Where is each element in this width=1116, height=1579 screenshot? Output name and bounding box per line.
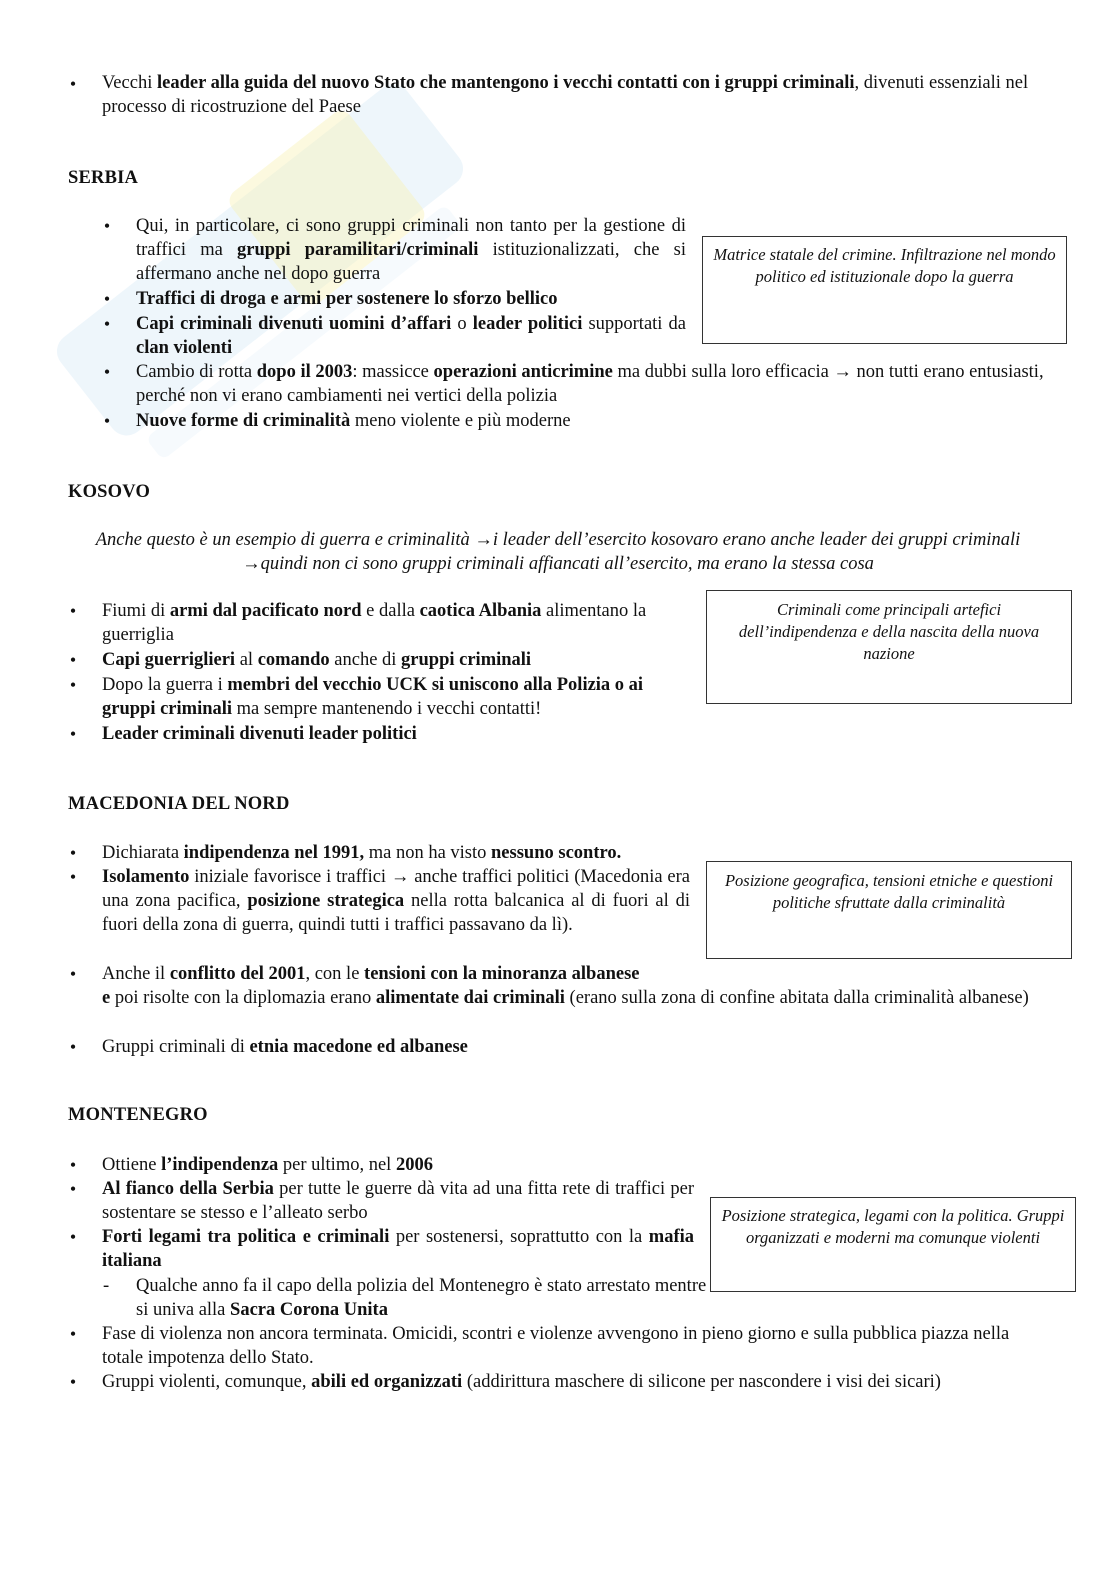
montenegro-bullet-3: Forti legami tra politica e criminali per sostenersi, soprattutto con la mafia italiana — [102, 1227, 694, 1271]
arrow-right-icon: → — [833, 362, 852, 382]
montenegro-bullet-5: Gruppi violenti, comunque, abili ed organizzati (addirittura maschere di silicone per nascondere i visi dei sicari) — [102, 1372, 941, 1392]
montenegro-side-box: Posizione strategica, legami con la politica. Gruppi organizzati e moderni ma comunque violenti — [710, 1197, 1076, 1292]
montenegro-bullet-1: Ottiene l’indipendenza per ultimo, nel 2006 — [102, 1155, 433, 1175]
bullet-dot — [62, 841, 84, 866]
kosovo-bullet-1: Fiumi di armi dal pacificato nord e dalla caotica Albania alimentano la guerriglia — [102, 601, 647, 645]
macedonia-bullet-2: Isolamento iniziale favorisce i traffici → anche traffici politici (Macedonia era una zona pacifica, posizione strategica nella rotta balcanica al di fuori al di fuori della zona di guerra, quindi tutti i traffici passavano da lì). — [102, 867, 690, 935]
macedonia-heading: MACEDONIA DEL NORD — [68, 794, 290, 814]
serbia-heading: SERBIA — [68, 168, 139, 188]
bullet-dot — [96, 360, 118, 385]
bullet-dot — [96, 312, 118, 337]
montenegro-sub-item: Qualche anno fa il capo della polizia del Montenegro è stato arrestato mentre si univa alla Sacra Corona Unita — [136, 1276, 707, 1320]
bullet-dot — [96, 214, 118, 239]
bullet-dot — [62, 1225, 84, 1250]
bullet-dot — [62, 722, 84, 747]
bullet-dot — [96, 287, 118, 312]
kosovo-bullet-4: Leader criminali divenuti leader politici — [102, 724, 417, 744]
arrow-right-icon: → — [390, 867, 410, 887]
kosovo-side-box: Criminali come principali artefici dell’indipendenza e della nascita della nuova nazione — [706, 590, 1072, 704]
bullet-dot — [62, 1322, 84, 1347]
bullet-dot — [62, 1153, 84, 1178]
bullet-dot — [62, 1035, 84, 1060]
serbia-bullet-2: Traffici di droga e armi per sostenere lo sforzo bellico — [136, 289, 558, 309]
serbia-bullet-5: Nuove forme di criminalità meno violente e più moderne — [136, 411, 571, 431]
kosovo-bullet-2: Capi guerriglieri al comando anche di gruppi criminali — [102, 650, 532, 670]
montenegro-bullet-4: Fase di violenza non ancora terminata. Omicidi, scontri e violenze avvengono in pieno giorno e sulla pubblica piazza nella totale impotenza dello Stato. — [102, 1324, 1010, 1368]
arrow-right-icon: → — [474, 530, 493, 550]
kosovo-bullet-3: Dopo la guerra i membri del vecchio UCK si uniscono alla Polizia o ai gruppi criminali ma sempre mantenendo i vecchi contatti! — [102, 675, 644, 719]
top-bullet-1: Vecchi leader alla guida del nuovo Stato che mantengono i vecchi contatti con i gruppi criminali, divenuti essenziali nel processo di ricostruzione del Paese — [102, 73, 1029, 117]
bullet-dot — [62, 962, 84, 987]
kosovo-heading: KOSOVO — [68, 482, 151, 502]
bullet-dot — [62, 599, 84, 624]
kosovo-intro: Anche questo è un esempio di guerra e criminalità →i leader dell’esercito kosovaro erano anche leader dei gruppi criminali →quindi non ci sono gruppi criminali affiancati all’esercito, ma erano la stessa cosa — [95, 530, 1021, 574]
bullet-dot — [62, 1370, 84, 1395]
bullet-dot — [96, 409, 118, 434]
serbia-bullet-4: Cambio di rotta dopo il 2003: massicce operazioni anticrimine ma dubbi sulla loro efficacia → non tutti erano entusiasti, perché non vi erano cambiamenti nei vertici della polizia — [136, 362, 1044, 406]
montenegro-bullet-2: Al fianco della Serbia per tutte le guerre dà vita ad una fitta rete di traffici per sostentare se stesso e l’alleato serbo — [102, 1179, 694, 1223]
bullet-dot — [62, 648, 84, 673]
bullet-dot — [62, 865, 84, 890]
bullet-dot — [62, 673, 84, 698]
serbia-bullet-1: Qui, in particolare, ci sono gruppi criminali non tanto per la gestione di traffici ma gruppi paramilitari/criminali istituzionalizzati, che si affermano anche nel dopo guerra — [136, 216, 686, 284]
serbia-bullet-3: Capi criminali divenuti uomini d’affari o leader politici supportati da clan violenti — [136, 314, 687, 358]
serbia-side-box: Matrice statale del crimine. Infiltrazione nel mondo politico ed istituzionale dopo la guerra — [702, 236, 1067, 344]
macedonia-bullet-4: Gruppi criminali di etnia macedone ed albanese — [102, 1037, 468, 1057]
bullet-dot — [62, 72, 84, 97]
dash-marker — [103, 1274, 109, 1298]
montenegro-heading: MONTENEGRO — [68, 1105, 208, 1125]
macedonia-side-box: Posizione geografica, tensioni etniche e questioni politiche sfruttate dalla criminalità — [706, 861, 1072, 959]
macedonia-bullet-3: Anche il conflitto del 2001, con le tensioni con la minoranza albanese e poi risolte con la diplomazia erano alimentate dai criminali (erano sulla zona di confine abitata dalla criminalità albanese) — [102, 964, 1029, 1008]
macedonia-bullet-1: Dichiarata indipendenza nel 1991, ma non ha visto nessuno scontro. — [102, 843, 622, 863]
bullet-dot — [62, 1177, 84, 1202]
arrow-right-icon: → — [242, 554, 261, 574]
